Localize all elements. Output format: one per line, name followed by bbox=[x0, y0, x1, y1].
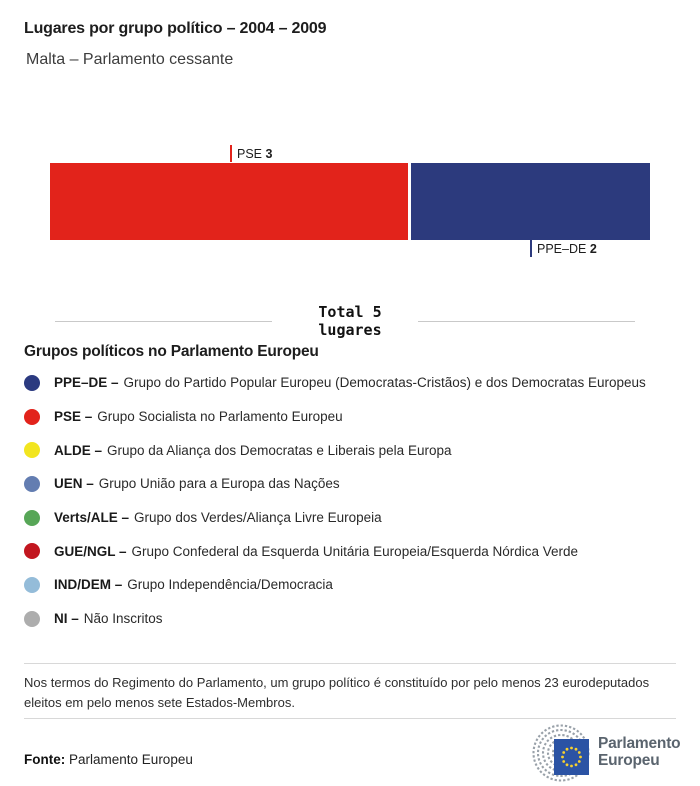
legend-item-ni bbox=[24, 602, 646, 636]
legend-item-alde bbox=[24, 433, 646, 467]
page-title: Lugares por grupo político – 2004 – 2009 bbox=[24, 20, 327, 37]
legend-desc: Grupo da Aliança dos Democratas e Liberais pela Europa bbox=[107, 442, 452, 458]
tick-mark-pse bbox=[230, 145, 232, 162]
bar-segment-pse[interactable] bbox=[50, 163, 408, 240]
legend-abbr: IND/DEM – bbox=[54, 577, 123, 593]
legend-item-pse bbox=[24, 400, 646, 434]
legend-item-ppe-de bbox=[24, 366, 646, 400]
legend-abbr: UEN – bbox=[54, 476, 94, 492]
legend-abbr: NI – bbox=[54, 611, 79, 627]
source-label: Fonte: bbox=[24, 752, 66, 767]
legend-dot-ind-dem-icon bbox=[24, 577, 40, 593]
legend-desc: Grupo União para a Europa das Nações bbox=[98, 476, 340, 492]
european-parliament-logo bbox=[525, 723, 695, 783]
logo-wordmark-line1: Parlamento bbox=[598, 735, 681, 752]
bar-segment-ppe-de[interactable] bbox=[411, 163, 650, 240]
legend-desc: Grupo dos Verdes/Aliança Livre Europeia bbox=[134, 510, 382, 526]
note-divider-top bbox=[24, 663, 676, 664]
legend-abbr: PSE – bbox=[54, 409, 93, 425]
legend-list bbox=[24, 366, 646, 636]
legend-item-uen bbox=[24, 467, 646, 501]
logo-wordmark bbox=[598, 735, 680, 769]
legend-dot-uen-icon bbox=[24, 476, 40, 492]
total-seats-label bbox=[285, 303, 415, 339]
footnote-text: Nos termos do Regimento do Parlamento, um grupo político é constituído por pelo menos 23 eurodeputados eleitos em pelo menos sete Estados-Membros. bbox=[24, 675, 650, 710]
total-seats-line1: Total 5 bbox=[318, 303, 382, 321]
note-divider-bottom bbox=[24, 718, 676, 719]
divider-line-right bbox=[418, 321, 635, 322]
bar-label-pse-text: PSE 3 bbox=[237, 146, 273, 161]
bar-label-ppe-de-text: PPE–DE 2 bbox=[537, 241, 597, 256]
page-subtitle: Malta – Parlamento cessante bbox=[26, 51, 234, 68]
legend-abbr: Verts/ALE – bbox=[54, 510, 130, 526]
legend-desc: Grupo Socialista no Parlamento Europeu bbox=[97, 409, 343, 425]
source-line bbox=[24, 752, 193, 767]
logo-wordmark-line2: Europeu bbox=[598, 752, 660, 769]
legend-desc: Grupo Independência/Democracia bbox=[127, 577, 333, 593]
bar-label-ppe-de bbox=[530, 240, 597, 257]
legend-desc: Não Inscritos bbox=[83, 611, 163, 627]
legend-heading: Grupos políticos no Parlamento Europeu bbox=[24, 343, 319, 360]
legend-item-gue-ngl bbox=[24, 534, 646, 568]
legend-item-ind-dem bbox=[24, 568, 646, 602]
legend-abbr: GUE/NGL – bbox=[54, 543, 127, 559]
stacked-bar-chart bbox=[0, 0, 700, 300]
tick-mark-ppe-de bbox=[530, 240, 532, 257]
legend-dot-ni-icon bbox=[24, 611, 40, 627]
legend-dot-gue-ngl-icon bbox=[24, 543, 40, 559]
source-value: Parlamento Europeu bbox=[69, 752, 193, 767]
total-seats-line2: lugares bbox=[318, 321, 382, 339]
legend-abbr: ALDE – bbox=[54, 442, 103, 458]
legend-desc: Grupo do Partido Popular Europeu (Democratas-Cristãos) e dos Democratas Europeus bbox=[123, 375, 646, 391]
legend-dot-alde-icon bbox=[24, 442, 40, 458]
legend-desc: Grupo Confederal da Esquerda Unitária Europeia/Esquerda Nórdica Verde bbox=[131, 543, 579, 559]
legend-item-verts-ale bbox=[24, 501, 646, 535]
legend-dot-ppe-de-icon bbox=[24, 375, 40, 391]
legend-dot-verts-ale-icon bbox=[24, 510, 40, 526]
bar-label-pse bbox=[230, 145, 272, 162]
legend-abbr: PPE–DE – bbox=[54, 375, 119, 391]
divider-line-left bbox=[55, 321, 272, 322]
legend-dot-pse-icon bbox=[24, 409, 40, 425]
